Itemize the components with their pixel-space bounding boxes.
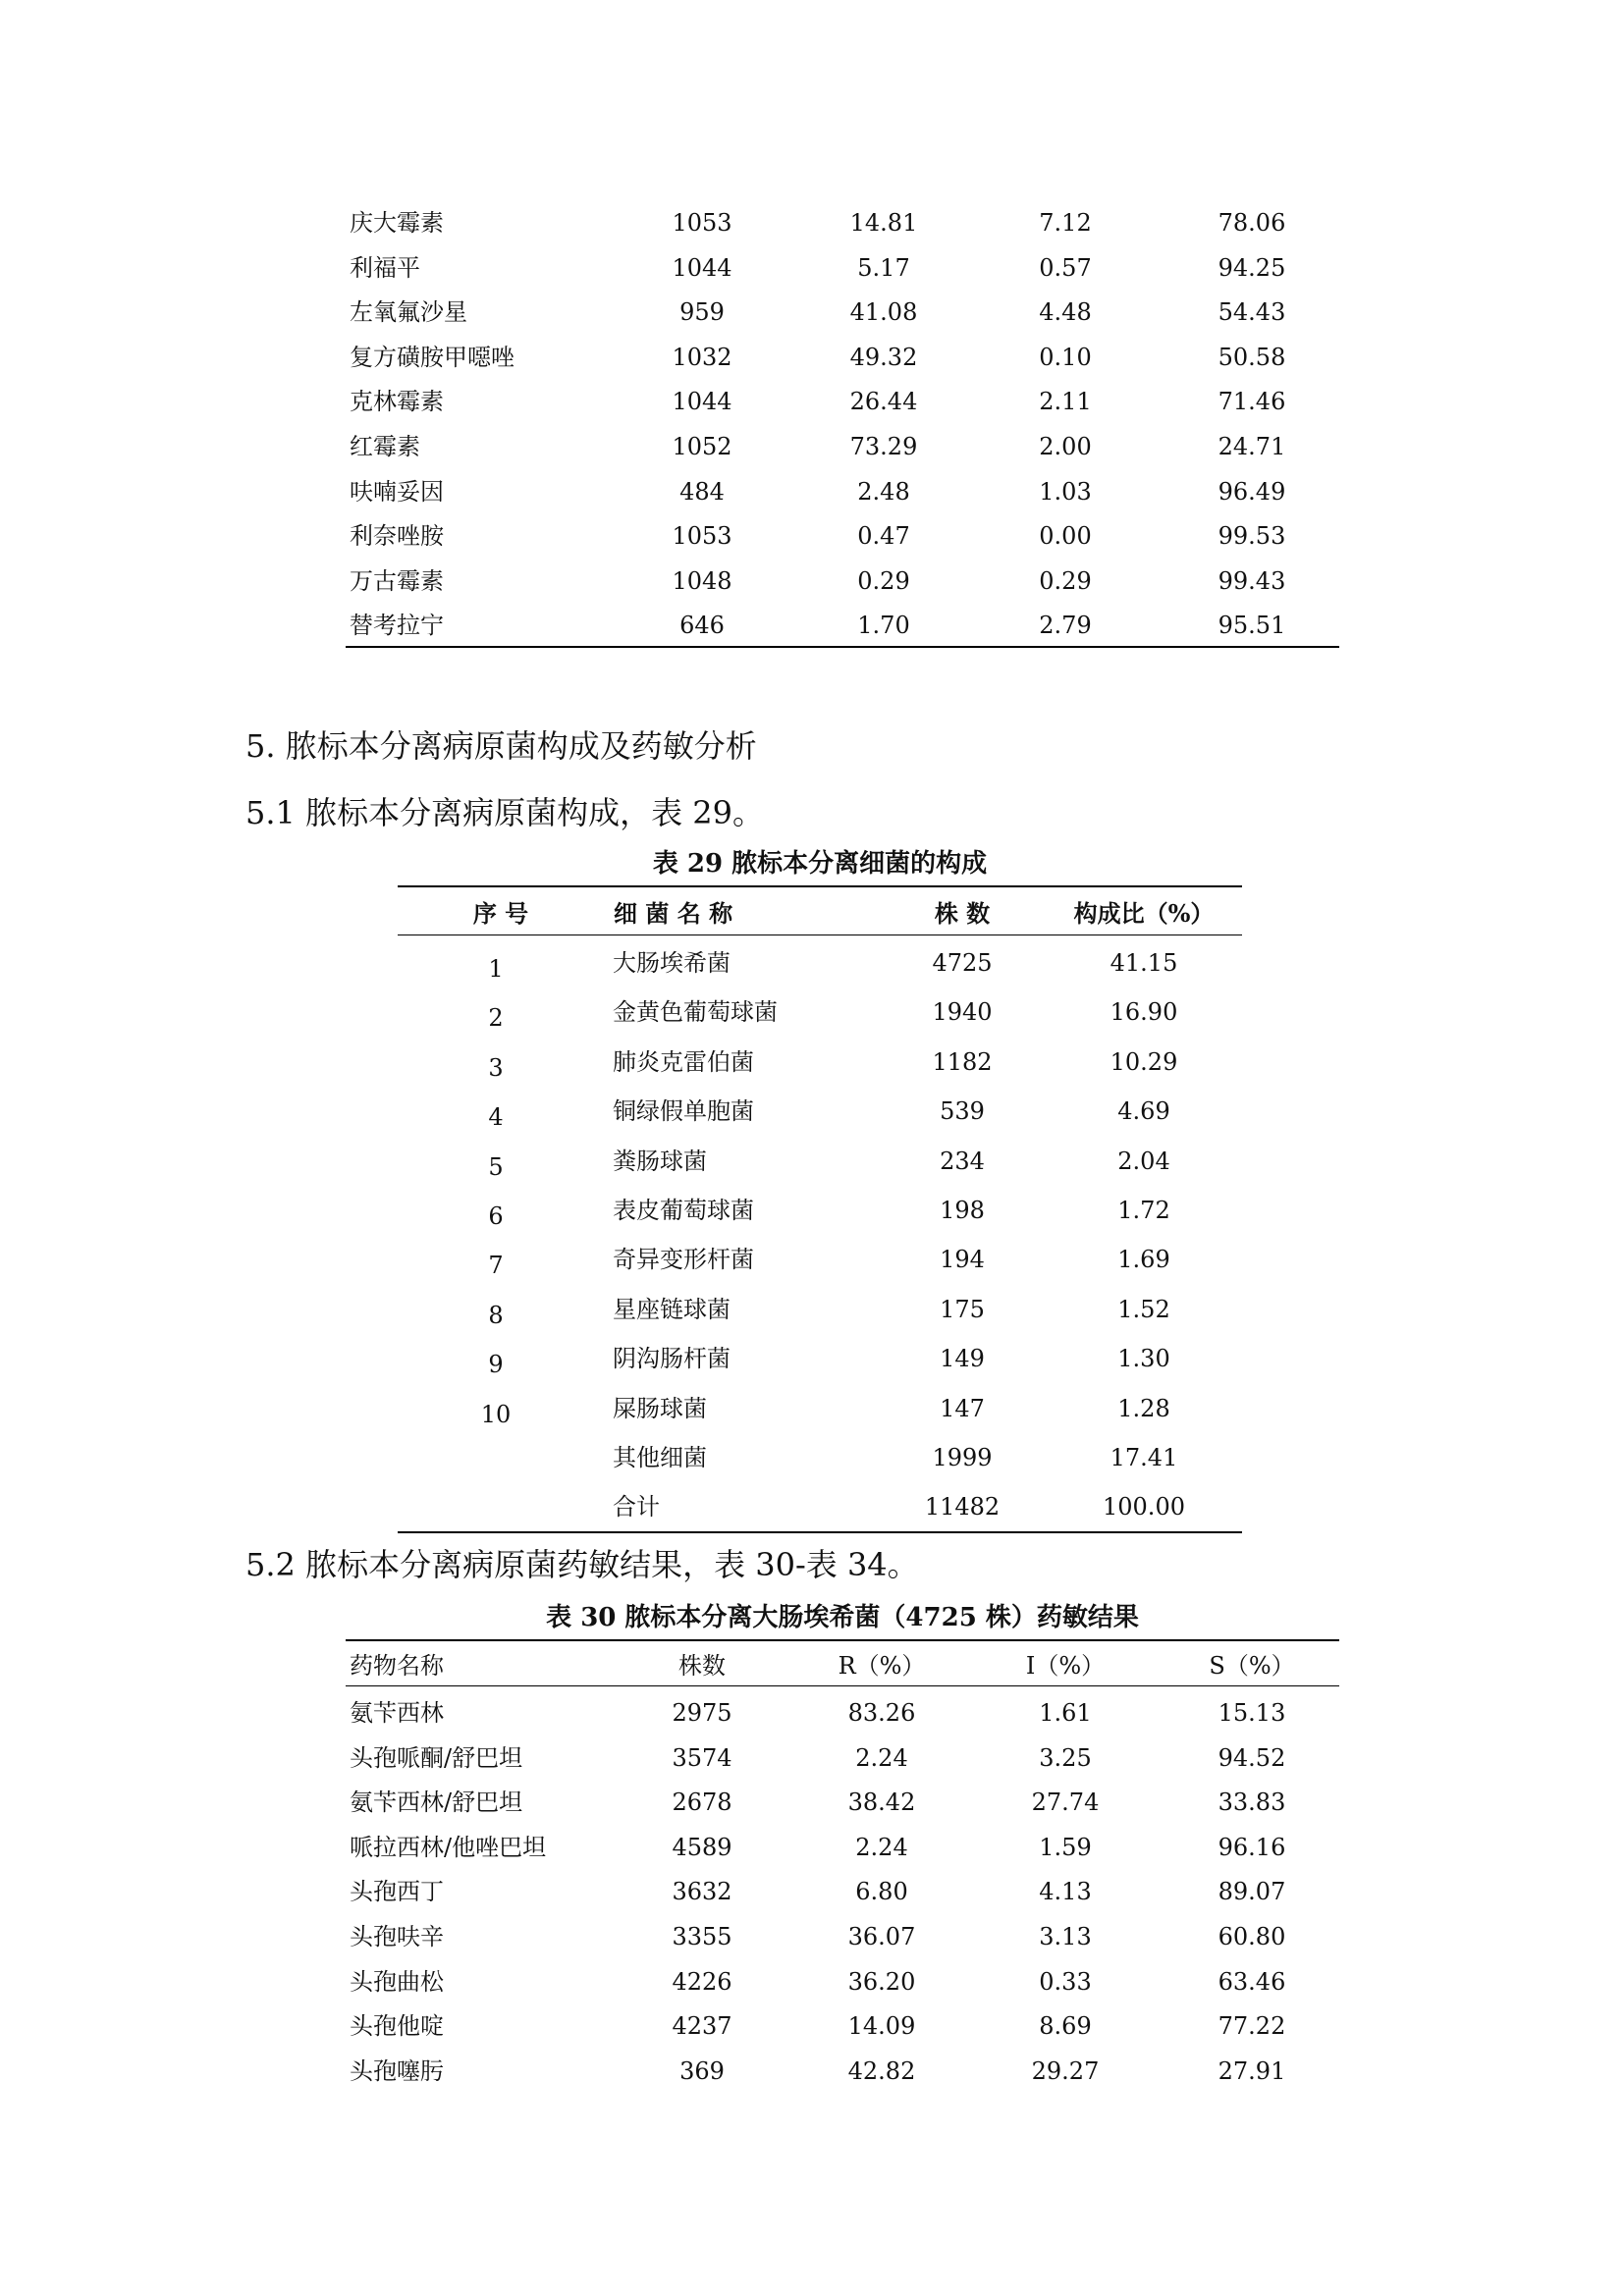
count-cell: 484 <box>679 477 725 506</box>
r-percent-cell: 0.47 <box>857 522 910 551</box>
count-cell: 2678 <box>672 1789 732 1817</box>
count-cell: 1048 <box>672 566 732 595</box>
drug-name-cell: 头孢噻肟 <box>350 2056 444 2085</box>
count-cell: 1053 <box>672 522 732 551</box>
i-percent-cell: 2.79 <box>1039 612 1092 640</box>
s-percent-cell: 77.22 <box>1218 2012 1286 2041</box>
r-percent-cell: 49.32 <box>849 343 918 371</box>
count-cell: 4237 <box>672 2012 732 2041</box>
ratio-cell: 1.52 <box>1117 1295 1170 1323</box>
s-percent-cell: 96.16 <box>1218 1833 1286 1861</box>
s-percent-cell: 24.71 <box>1218 433 1286 460</box>
r-percent-cell: 36.07 <box>847 1923 916 1950</box>
s-percent-cell: 60.80 <box>1218 1923 1286 1950</box>
ratio-cell: 1.69 <box>1117 1246 1170 1274</box>
drug-name-cell: 头孢曲松 <box>350 1967 444 1996</box>
ratio-cell: 4.69 <box>1117 1097 1170 1126</box>
count-cell: 3574 <box>672 1743 732 1772</box>
header-i: I（%） <box>1025 1652 1106 1680</box>
index-cell: 2 <box>488 1004 504 1033</box>
count-cell: 1052 <box>672 433 732 460</box>
count-cell: 1053 <box>672 209 732 237</box>
r-percent-cell: 36.20 <box>847 1967 916 1996</box>
header-r: R（%） <box>838 1652 926 1680</box>
index-cell: 1 <box>488 955 504 983</box>
drug-name-cell: 红霉素 <box>350 433 420 460</box>
r-percent-cell: 83.26 <box>847 1699 916 1727</box>
i-percent-cell: 3.25 <box>1039 1743 1092 1772</box>
s-percent-cell: 50.58 <box>1218 343 1286 371</box>
r-percent-cell: 6.80 <box>855 1878 908 1906</box>
index-cell: 7 <box>488 1252 504 1280</box>
i-percent-cell: 1.61 <box>1039 1699 1092 1727</box>
s-percent-cell: 33.83 <box>1218 1789 1286 1817</box>
s-percent-cell: 94.25 <box>1218 253 1286 282</box>
header-bacteria-name: 细 菌 名 称 <box>614 899 733 928</box>
ratio-cell: 1.72 <box>1117 1197 1170 1224</box>
r-percent-cell: 2.24 <box>855 1743 908 1772</box>
s-percent-cell: 89.07 <box>1218 1878 1286 1906</box>
table-30-header-rule <box>346 1685 1339 1686</box>
drug-name-cell: 氨苄西林/舒巴坦 <box>350 1789 523 1817</box>
count-cell: 369 <box>679 2056 725 2085</box>
i-percent-cell: 0.33 <box>1039 1967 1092 1996</box>
drug-name-cell: 庆大霉素 <box>350 209 444 237</box>
count-cell: 1044 <box>672 253 732 282</box>
r-percent-cell: 73.29 <box>849 433 918 460</box>
count-cell: 646 <box>679 612 725 640</box>
section-5-heading: 5. 脓标本分离病原菌构成及药敏分析 <box>245 727 757 765</box>
i-percent-cell: 2.11 <box>1039 388 1092 416</box>
count-cell: 234 <box>940 1147 985 1175</box>
bacteria-name-cell: 屎肠球菌 <box>613 1394 707 1422</box>
i-percent-cell: 27.74 <box>1031 1789 1100 1817</box>
drug-name-cell: 头孢呋辛 <box>350 1923 444 1950</box>
count-cell: 3355 <box>672 1923 732 1950</box>
drug-name-cell: 哌拉西林/他唑巴坦 <box>350 1833 547 1861</box>
index-cell: 3 <box>488 1053 504 1082</box>
i-percent-cell: 0.10 <box>1039 343 1092 371</box>
count-cell: 175 <box>940 1295 985 1323</box>
r-percent-cell: 26.44 <box>849 388 918 416</box>
s-percent-cell: 99.53 <box>1218 522 1286 551</box>
i-percent-cell: 0.29 <box>1039 566 1092 595</box>
index-cell: 9 <box>488 1351 504 1379</box>
r-percent-cell: 14.09 <box>847 2012 916 2041</box>
count-cell: 4226 <box>672 1967 732 1996</box>
section-5-2-heading: 5.2 脓标本分离病原菌药敏结果，表 30-表 34。 <box>245 1546 919 1583</box>
count-cell: 147 <box>940 1394 985 1422</box>
ratio-cell: 17.41 <box>1110 1444 1178 1471</box>
ratio-cell: 41.15 <box>1110 949 1178 977</box>
ratio-cell: 2.04 <box>1117 1147 1170 1175</box>
r-percent-cell: 38.42 <box>847 1789 916 1817</box>
count-cell: 3632 <box>672 1878 732 1906</box>
count-cell: 11482 <box>924 1493 1001 1522</box>
ratio-cell: 1.28 <box>1117 1394 1170 1422</box>
bacteria-name-cell: 阴沟肠杆菌 <box>613 1345 731 1373</box>
s-percent-cell: 99.43 <box>1218 566 1286 595</box>
header-count: 株 数 <box>934 899 991 928</box>
r-percent-cell: 1.70 <box>857 612 910 640</box>
bacteria-name-cell: 奇异变形杆菌 <box>613 1246 754 1274</box>
drug-name-cell: 万古霉素 <box>350 566 444 595</box>
drug-name-cell: 氨苄西林 <box>350 1699 444 1727</box>
count-cell: 1032 <box>672 343 732 371</box>
section-5-1-heading: 5.1 脓标本分离病原菌构成，表 29。 <box>245 794 764 831</box>
i-percent-cell: 0.00 <box>1039 522 1092 551</box>
i-percent-cell: 4.48 <box>1039 298 1092 327</box>
count-cell: 4725 <box>932 949 993 977</box>
r-percent-cell: 14.81 <box>849 209 918 237</box>
s-percent-cell: 27.91 <box>1218 2056 1286 2085</box>
ratio-cell: 10.29 <box>1110 1047 1178 1076</box>
bacteria-name-cell: 其他细菌 <box>613 1444 707 1471</box>
r-percent-cell: 2.48 <box>857 477 910 506</box>
table-29-bottom-rule <box>398 1531 1242 1533</box>
i-percent-cell: 4.13 <box>1039 1878 1092 1906</box>
drug-name-cell: 复方磺胺甲噁唑 <box>350 343 514 371</box>
count-cell: 149 <box>940 1345 985 1373</box>
i-percent-cell: 0.57 <box>1039 253 1092 282</box>
header-count: 株数 <box>678 1652 726 1680</box>
ratio-cell: 1.30 <box>1117 1345 1170 1373</box>
drug-name-cell: 头孢西丁 <box>350 1878 444 1906</box>
bacteria-name-cell: 肺炎克雷伯菌 <box>613 1047 754 1076</box>
drug-name-cell: 克林霉素 <box>350 388 444 416</box>
index-cell: 5 <box>488 1152 504 1181</box>
s-percent-cell: 15.13 <box>1218 1699 1286 1727</box>
i-percent-cell: 29.27 <box>1031 2056 1100 2085</box>
r-percent-cell: 0.29 <box>857 566 910 595</box>
header-s: S（%） <box>1209 1652 1295 1680</box>
count-cell: 539 <box>940 1097 985 1126</box>
i-percent-cell: 1.59 <box>1039 1833 1092 1861</box>
ratio-cell: 100.00 <box>1103 1493 1185 1522</box>
ratio-cell: 16.90 <box>1110 998 1178 1027</box>
table-29-top-rule <box>398 885 1242 887</box>
r-percent-cell: 42.82 <box>847 2056 916 2085</box>
table-bottom-rule <box>346 646 1339 648</box>
table-29-caption: 表 29 脓标本分离细菌的构成 <box>652 849 988 879</box>
bacteria-name-cell: 金黄色葡萄球菌 <box>613 998 778 1027</box>
table-30-caption: 表 30 脓标本分离大肠埃希菌（4725 株）药敏结果 <box>546 1603 1139 1632</box>
index-cell: 10 <box>480 1400 512 1428</box>
count-cell: 1940 <box>932 998 993 1027</box>
drug-name-cell: 头孢哌酮/舒巴坦 <box>350 1743 523 1772</box>
count-cell: 959 <box>679 298 725 327</box>
i-percent-cell: 7.12 <box>1039 209 1092 237</box>
bacteria-name-cell: 星座链球菌 <box>613 1295 731 1323</box>
s-percent-cell: 54.43 <box>1218 298 1286 327</box>
table-29-header-rule <box>398 934 1242 935</box>
count-cell: 1044 <box>672 388 732 416</box>
header-index: 序 号 <box>472 899 529 928</box>
i-percent-cell: 1.03 <box>1039 477 1092 506</box>
drug-name-cell: 左氧氟沙星 <box>350 298 467 327</box>
r-percent-cell: 5.17 <box>857 253 910 282</box>
drug-name-cell: 替考拉宁 <box>350 612 444 640</box>
i-percent-cell: 2.00 <box>1039 433 1092 460</box>
count-cell: 1182 <box>932 1047 993 1076</box>
r-percent-cell: 41.08 <box>849 298 918 327</box>
s-percent-cell: 96.49 <box>1218 477 1286 506</box>
r-percent-cell: 2.24 <box>855 1833 908 1861</box>
i-percent-cell: 8.69 <box>1039 2012 1092 2041</box>
bacteria-name-cell: 粪肠球菌 <box>613 1147 707 1175</box>
index-cell: 4 <box>488 1103 504 1132</box>
header-ratio: 构成比（%） <box>1073 899 1215 928</box>
count-cell: 4589 <box>672 1833 732 1861</box>
drug-name-cell: 头孢他啶 <box>350 2012 444 2041</box>
count-cell: 2975 <box>672 1699 732 1727</box>
bacteria-name-cell: 大肠埃希菌 <box>613 949 731 977</box>
table-30-top-rule <box>346 1639 1339 1641</box>
index-cell: 6 <box>488 1202 504 1230</box>
count-cell: 194 <box>940 1246 985 1274</box>
s-percent-cell: 63.46 <box>1218 1967 1286 1996</box>
s-percent-cell: 94.52 <box>1218 1743 1286 1772</box>
drug-name-cell: 利福平 <box>350 253 420 282</box>
count-cell: 1999 <box>932 1444 993 1471</box>
drug-name-cell: 利奈唑胺 <box>350 522 444 551</box>
bacteria-name-cell: 合计 <box>613 1493 660 1522</box>
count-cell: 198 <box>940 1197 985 1224</box>
drug-name-cell: 呋喃妥因 <box>350 477 444 506</box>
bacteria-name-cell: 表皮葡萄球菌 <box>613 1197 754 1224</box>
s-percent-cell: 71.46 <box>1218 388 1286 416</box>
index-cell: 8 <box>488 1301 504 1329</box>
s-percent-cell: 78.06 <box>1218 209 1286 237</box>
s-percent-cell: 95.51 <box>1218 612 1286 640</box>
bacteria-name-cell: 铜绿假单胞菌 <box>613 1097 754 1126</box>
i-percent-cell: 3.13 <box>1039 1923 1092 1950</box>
header-drug-name: 药物名称 <box>350 1652 444 1680</box>
